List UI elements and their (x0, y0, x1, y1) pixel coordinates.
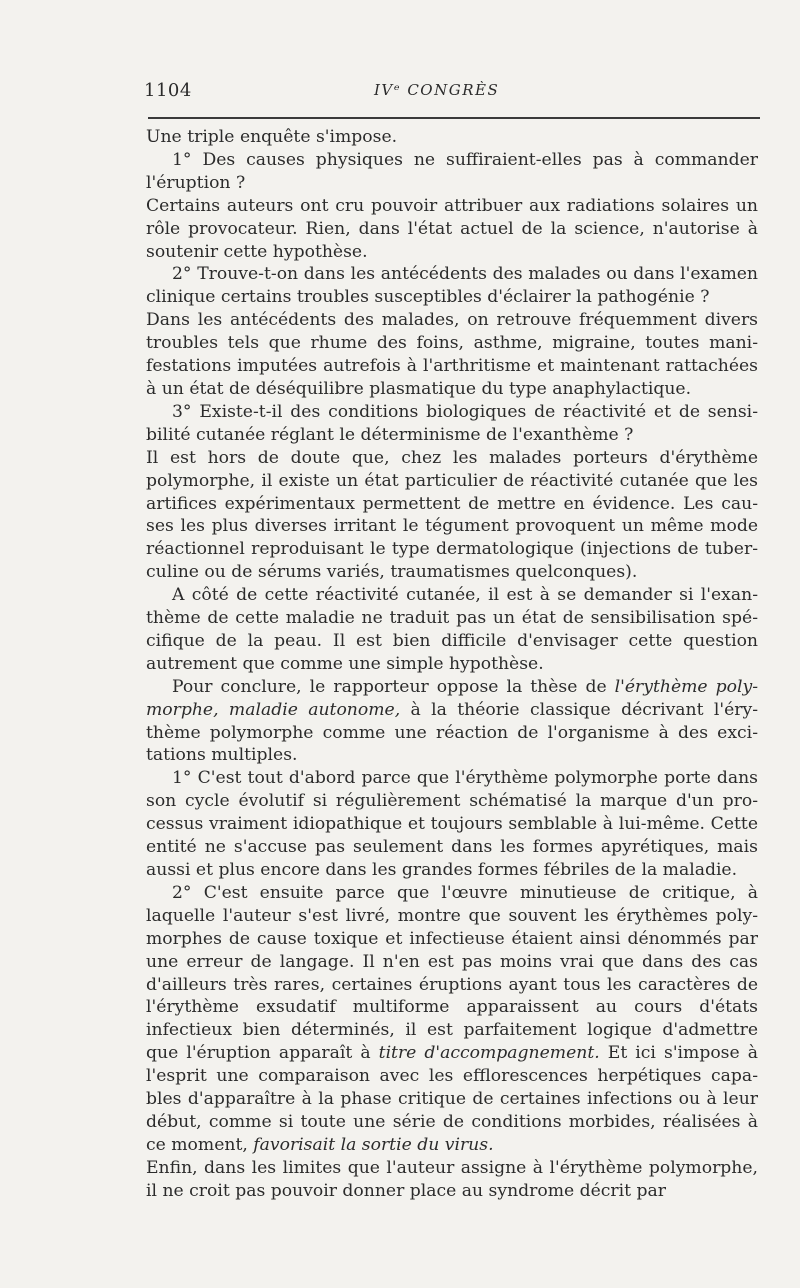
paragraph: 2° Trouve-t-on dans les antécédents des malades ou dans l'examen clinique certains troubles susceptibles d'éclairer la pathogénie ? (146, 264, 758, 308)
paragraph-emphasis: titre d'accompagnement. (378, 1043, 600, 1064)
paragraph (146, 882, 758, 1157)
paragraph: 1° Des causes physiques ne suffiraient-elles pas à commander l'éruption ? (146, 149, 758, 193)
paragraph-emphasis: favorisait la sortie du virus. (253, 1134, 494, 1155)
page-number: 1104 (144, 80, 192, 101)
paragraph: Certains auteurs ont cru pouvoir attribuer aux radiations solaires un rôle provocateur. Rien, dans l'état actuel de la science, n'autorise à soutenir cette hypothèse. (146, 195, 758, 262)
paragraph: Enfin, dans les limites que l'auteur assigne à l'érythème polymorphe, il ne croit pas pouvoir donner place au syndrome décrit par (146, 1157, 758, 1201)
paragraph-text: Pour conclure, le rapporteur oppose la thèse de (172, 676, 615, 697)
paragraph: 3° Existe-t-il des conditions biologiques de réactivité et de sensibilité cutanée réglant le déterminisme de l'exanthème ? (146, 401, 758, 445)
paragraph-text: Et ici s'impose à l'esprit une comparaison avec les efflorescences herpétiques capables d'apparaître à la phase critique de certaines infections ou à leur début, comme si toute une série de conditions morbides, réalisées à ce moment, (146, 1043, 758, 1155)
paragraph: A côté de cette réactivité cutanée, il est à se demander si l'exanthème de cette maladie ne traduit pas un état de sensibilisation spécifique de la peau. Il est bien difficile d'envisager cette question autrement que comme une simple hypothèse. (146, 585, 758, 674)
paragraph (146, 676, 758, 768)
page-header (144, 74, 758, 104)
paragraph: Il est hors de doute que, chez les malades porteurs d'érythème polymorphe, il existe un état particulier de réactivité cutanée que les artifices expérimentaux permettent de mettre en évidence. Les causes les plus diverses irritant le tégument provoquent un même mode réactionnel reproduisant le type dermatologique (injections de tuberculine ou de sérums variés, traumatismes quelconques). (146, 447, 758, 583)
paragraph: 1° C'est tout d'abord parce que l'érythème polymorphe porte dans son cycle évolutif si régulièrement schématisé la marque d'un processus vraiment idiopathique et toujours semblable à lui-même. Cette entité ne s'accuse pas seulement dans les formes apyrétiques, mais aussi et plus encore dans les grandes formes fébriles de la maladie. (146, 768, 758, 880)
paragraph-emphasis: l'érythème polymorphe, maladie autonome, (146, 676, 758, 720)
paragraph: Dans les antécédents des malades, on retrouve fréquemment divers troubles tels que rhume des foins, asthme, migraine, toutes manifestations imputées autrefois à l'arthritisme et maintenant rattachées à un état de déséquilibre plasmatique du type anaphylactique. (146, 310, 758, 399)
header-rule (148, 117, 760, 119)
paragraph-text: 2° C'est ensuite parce que l'œuvre minutieuse de critique, à laquelle l'auteur s'est livré, montre que souvent les érythèmes polymorphes de cause toxique et infectieuse étaient ainsi dénommés par une erreur de langage. Il n'en est pas moins vrai que dans des cas d'ailleurs très rares, certaines éruptions ayant tous les caractères de l'érythème exsudatif multiforme apparaissent au cours d'états infectieux bien déterminés, il est parfaitement logique d'admettre que l'éruption apparaît à (146, 882, 758, 1064)
paragraph: Une triple enquête s'impose. (146, 127, 398, 147)
running-head: IVᵉ CONGRÈS (374, 81, 500, 99)
body-text (146, 126, 758, 1203)
paragraph-text: à la théorie classique décrivant l'érythème polymorphe comme une réaction de l'organisme à des excitations multiples. (146, 699, 758, 766)
